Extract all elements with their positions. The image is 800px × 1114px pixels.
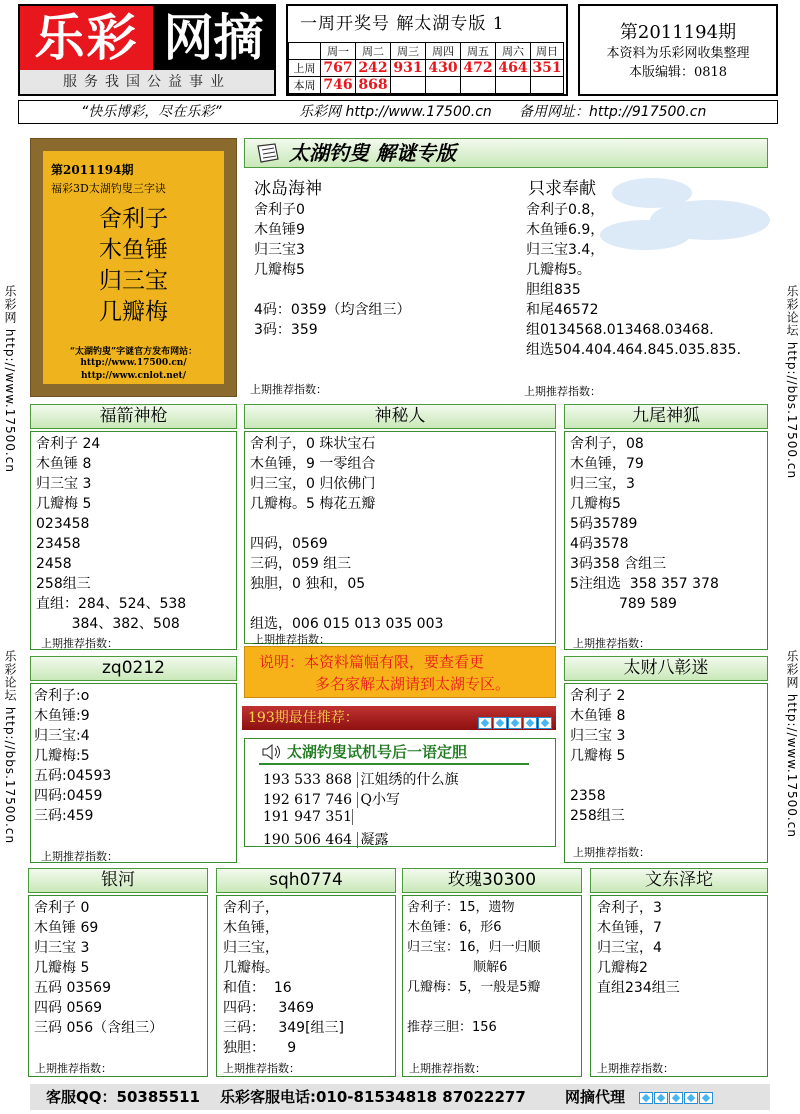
prev-rating: 上期推荐指数： xyxy=(41,850,118,863)
note-line: 多名家解太湖请到太湖专区。 xyxy=(315,675,511,693)
text-line: 几瓣梅2 xyxy=(597,960,648,976)
text-line: 舍利子 2 xyxy=(570,688,626,704)
poster-word: 归三宝 xyxy=(99,268,168,294)
poster xyxy=(30,138,237,397)
box-header: 神秘人 xyxy=(244,404,556,429)
text-line: 归三宝3 xyxy=(254,242,305,258)
table-cell: 周日 xyxy=(531,43,564,60)
box-header: sqh0774 xyxy=(216,868,396,893)
logo xyxy=(18,4,276,96)
table-cell: 上周 xyxy=(289,60,321,77)
list-item xyxy=(263,809,459,829)
list-item xyxy=(263,829,459,849)
list-item xyxy=(263,789,459,809)
table-cell: 本周 xyxy=(289,77,321,94)
text-line: 和尾46572 xyxy=(526,302,599,318)
text-line: 四码，0569 xyxy=(250,536,328,552)
test-hint xyxy=(352,809,356,825)
poster-word: 几瓣梅 xyxy=(99,299,168,325)
table-cell xyxy=(289,43,321,60)
text-line: 归三宝，0 归依佛门 xyxy=(250,476,376,492)
expert-box xyxy=(28,895,208,1077)
text-line: 组选，006 015 013 035 003 xyxy=(250,616,444,632)
side-text-left-top: 乐彩网 http://www.17500.cn xyxy=(3,285,17,473)
text-line: 3码358 含组三 xyxy=(570,556,667,572)
table-cell: 242 xyxy=(356,60,391,77)
side-text-right-top: 乐彩论坛 http://bbs.17500.cn xyxy=(785,285,799,480)
text-line: 几瓣梅。5 梅花五瓣 xyxy=(250,496,376,512)
text-line: 归三宝， xyxy=(223,940,279,956)
test-hint: 江姐绣的什么旗 xyxy=(357,772,459,788)
issue-note: 本资料为乐彩网收集整理 xyxy=(606,46,750,61)
box-header: 玫瑰30300 xyxy=(402,868,582,893)
table-cell: 周四 xyxy=(426,43,461,60)
table-row xyxy=(289,60,564,77)
logo-red-text: 乐彩 xyxy=(20,6,153,70)
text-line: 木鱼锤9 xyxy=(254,222,305,238)
test-numbers: 190 506 464 xyxy=(263,832,353,848)
text-line: 四码 0569 xyxy=(34,1000,103,1016)
test-numbers: 193 533 868 xyxy=(263,772,353,788)
table-row xyxy=(289,77,564,94)
poster-url-link[interactable]: http://www.17500.cn/ xyxy=(80,358,187,368)
poster-subtitle: 福彩3D太湖钓叟三字诀 xyxy=(51,182,166,195)
poster-word: 木鱼锤 xyxy=(99,237,168,263)
prev-rating: 上期推荐指数： xyxy=(223,1062,300,1075)
text-line: 舍利子:o xyxy=(34,688,90,704)
table-cell: 周五 xyxy=(461,43,496,60)
text-line: 四码:0459 xyxy=(34,788,103,804)
footer-qq: 客服QQ：50385511 xyxy=(46,1088,200,1106)
issue-number: 第2011194期 xyxy=(619,22,737,43)
taihu-title-bar xyxy=(244,138,768,168)
text-line: 几瓣梅5 xyxy=(570,496,621,512)
prev-rating: 上期推荐指数： xyxy=(573,637,650,650)
table-cell xyxy=(391,77,426,94)
poster-site-label: “太湖钓叟”字谜官方发布网站： xyxy=(69,347,198,357)
text-line: 舍利子0.8， xyxy=(526,202,605,218)
zhi-lines xyxy=(526,200,741,360)
logo-slogan: 服务我国公益事业 xyxy=(20,70,274,94)
text-line: 五码:04593 xyxy=(34,768,112,784)
test-numbers: 191 947 351 xyxy=(263,809,353,825)
text-line xyxy=(250,594,550,614)
table-cell xyxy=(426,77,461,94)
scroll-icon xyxy=(255,142,281,164)
text-line: 独胆，0 独和，05 xyxy=(250,576,366,592)
test-numbers: 192 617 746 xyxy=(263,792,353,808)
text-line: 舍利子，0 珠状宝石 xyxy=(250,436,376,452)
footer-bar xyxy=(30,1084,770,1110)
divider xyxy=(259,763,529,765)
footer-agent-link[interactable]: 网摘代理 xyxy=(565,1088,626,1106)
prev-rating: 上期推荐指数： xyxy=(35,1062,112,1075)
text-line: 2358 xyxy=(570,788,606,804)
list-item xyxy=(263,769,459,789)
text-line: 几瓣梅 5 xyxy=(36,496,92,512)
test-title: 太湖钓叟试机号后一语定胆 xyxy=(287,743,468,761)
text-line: 789 589 xyxy=(570,596,677,612)
text-line: 木鱼锤 8 xyxy=(36,456,92,472)
text-line: 推荐三胆：156 xyxy=(407,1020,497,1035)
expert-box xyxy=(564,431,768,650)
draw-title: 一周开奖号 解太湖专版 1 xyxy=(300,14,505,34)
text-line: 舍利子，3 xyxy=(597,900,662,916)
text-line: 4码3578 xyxy=(570,536,629,552)
text-line xyxy=(250,514,550,534)
text-line: 4码：0359（均含组三） xyxy=(254,302,411,318)
text-line: 几瓣梅 5 xyxy=(34,960,90,976)
table-cell: 472 xyxy=(461,60,496,77)
text-line: 5注组选 358 357 378 xyxy=(570,576,719,592)
text-line: 和值： 16 xyxy=(223,980,292,996)
text-line: 258组三 xyxy=(36,576,91,592)
test-number-panel xyxy=(244,738,556,847)
prev-rating: 上期推荐指数： xyxy=(524,385,601,398)
text-line: 三码，059 组三 xyxy=(250,556,352,572)
best-pick-bar xyxy=(242,706,556,730)
draw-panel xyxy=(286,4,568,96)
text-line: 木鱼锤6.9， xyxy=(526,222,605,238)
text-line xyxy=(407,998,577,1018)
table-cell: 周六 xyxy=(496,43,531,60)
text-line: 三码： 349[组三] xyxy=(223,1020,344,1036)
diamond-icon xyxy=(638,1084,713,1110)
table-cell xyxy=(461,77,496,94)
text-line: 木鱼锤，79 xyxy=(570,456,644,472)
table-row xyxy=(289,43,564,60)
poster-issue: 第2011194期 xyxy=(51,163,134,177)
bing-lines xyxy=(254,200,411,340)
text-line: 木鱼锤:9 xyxy=(34,708,90,724)
text-line: 几瓣梅:5 xyxy=(34,748,90,764)
text-line: 独胆： 9 xyxy=(223,1040,297,1056)
text-line: 23458 xyxy=(36,536,81,552)
prev-rating: 上期推荐指数： xyxy=(409,1062,486,1075)
box-header: 文东泽坨 xyxy=(590,868,768,893)
text-line: 木鱼锤：6，形6 xyxy=(407,920,502,935)
table-cell: 周二 xyxy=(356,43,391,60)
text-line: 舍利子，08 xyxy=(570,436,644,452)
taihu-title: 太湖钓叟 解谜专版 xyxy=(289,141,456,165)
text-line: 几瓣梅5。 xyxy=(526,262,591,278)
table-cell: 464 xyxy=(496,60,531,77)
text-line: 舍利子 24 xyxy=(36,436,101,452)
text-line: 几瓣梅：5，一般是5瓣 xyxy=(407,980,541,995)
box-header: zq0212 xyxy=(30,656,237,681)
text-line: 2458 xyxy=(36,556,72,572)
issue-editor: 本版编辑：0818 xyxy=(628,65,728,80)
prev-rating: 上期推荐指数： xyxy=(573,846,650,859)
expert-box xyxy=(590,895,768,1077)
text-line: 384、382、508 xyxy=(36,616,180,632)
expert-box xyxy=(30,683,237,863)
text-line: 归三宝 3 xyxy=(36,476,92,492)
text-line: 5码35789 xyxy=(570,516,638,532)
poster-url-link[interactable]: http://www.cnlot.net/ xyxy=(81,371,186,381)
slogan-backup-link[interactable]: 备用网址：http://917500.cn xyxy=(519,104,707,120)
expert-box xyxy=(30,431,237,650)
slogan-site-link[interactable]: 乐彩网 http://www.17500.cn xyxy=(299,104,492,120)
logo-black-text: 网摘 xyxy=(153,6,274,70)
draw-table xyxy=(288,42,564,94)
slogan-bar xyxy=(18,100,778,124)
text-line xyxy=(254,280,411,300)
text-line: 几瓣梅 5 xyxy=(570,748,626,764)
text-line: 几瓣梅5 xyxy=(254,262,305,278)
box-header: 福箭神枪 xyxy=(30,404,237,429)
text-line: 木鱼锤，9 一零组合 xyxy=(250,456,376,472)
expert-name: 只求奉献 xyxy=(528,179,596,199)
text-line: 顺解6 xyxy=(407,960,508,975)
text-line: 三码:459 xyxy=(34,808,94,824)
text-line: 归三宝3.4， xyxy=(526,242,605,258)
text-line: 舍利子0 xyxy=(254,202,305,218)
diamond-icon xyxy=(471,711,552,735)
note-line: 说明：本资料篇幅有限，要查看更 xyxy=(259,653,485,671)
box-header: 九尾神狐 xyxy=(564,404,768,429)
text-line: 归三宝，4 xyxy=(597,940,662,956)
expert-box xyxy=(216,895,396,1077)
expert-box xyxy=(564,683,768,863)
text-line: 舍利子 0 xyxy=(34,900,90,916)
expert-box xyxy=(244,431,556,644)
text-line: 组0134568.013468.03468. xyxy=(526,322,714,338)
text-line: 胆组835 xyxy=(526,282,581,298)
text-line: 木鱼锤 8 xyxy=(570,708,626,724)
text-line: 归三宝:4 xyxy=(34,728,90,744)
box-header: 太财八彰迷 xyxy=(564,656,768,681)
text-line: 舍利子：15，遗物 xyxy=(407,900,515,915)
footer-phone: 乐彩客服电话:010-81534818 87022277 xyxy=(220,1088,526,1106)
table-cell: 351 xyxy=(532,60,562,76)
text-line: 几瓣梅。 xyxy=(223,960,279,976)
text-line: 木鱼锤， xyxy=(223,920,279,936)
table-cell: 931 xyxy=(391,60,426,77)
poster-word: 舍利子 xyxy=(99,206,168,232)
table-cell xyxy=(496,77,531,94)
text-line: 组选504.404.464.845.035.835. xyxy=(526,342,742,358)
note-banner xyxy=(244,646,556,698)
table-cell: 430 xyxy=(426,60,461,77)
text-line: 归三宝，3 xyxy=(570,476,635,492)
text-line: 木鱼锤，7 xyxy=(597,920,662,936)
text-line: 木鱼锤 69 xyxy=(34,920,99,936)
prev-rating: 上期推荐指数： xyxy=(250,383,327,396)
side-text-right-bottom: 乐彩网 http://www.17500.cn xyxy=(785,650,799,838)
best-pick-label: 193期最佳推荐： xyxy=(248,710,359,726)
prev-rating: 上期推荐指数： xyxy=(253,633,330,646)
test-rows xyxy=(263,769,459,849)
text-line: 舍利子， xyxy=(223,900,279,916)
box-header: 银河 xyxy=(28,868,208,893)
side-text-left-bottom: 乐彩论坛 http://bbs.17500.cn xyxy=(3,650,17,845)
issue-panel xyxy=(578,4,778,96)
table-cell: 周一 xyxy=(321,43,356,60)
table-cell: 周三 xyxy=(391,43,426,60)
prev-rating: 上期推荐指数： xyxy=(41,637,118,650)
table-cell: 746 xyxy=(321,77,356,94)
prev-rating: 上期推荐指数： xyxy=(597,1062,674,1075)
table-cell: 767 xyxy=(321,60,356,77)
text-line: 3码：359 xyxy=(254,322,318,338)
text-line: 258组三 xyxy=(570,808,625,824)
expert-box xyxy=(402,895,582,1077)
slogan-quote: “快乐博彩，尽在乐彩” xyxy=(81,104,222,120)
expert-name: 冰岛海神 xyxy=(254,179,322,199)
text-line: 023458 xyxy=(36,516,90,532)
text-line: 四码： 3469 xyxy=(223,1000,314,1016)
text-line: 直组：284、524、538 xyxy=(36,596,187,612)
text-line: 三码 056（含组三） xyxy=(34,1020,164,1036)
text-line: 归三宝 3 xyxy=(570,728,626,744)
speaker-icon xyxy=(261,744,283,760)
table-cell xyxy=(531,77,564,94)
text-line xyxy=(570,766,762,786)
test-hint: Q小写 xyxy=(357,792,400,808)
poster-inner xyxy=(43,151,224,384)
text-line: 归三宝：16，归一归顺 xyxy=(407,940,541,955)
test-hint: 凝露 xyxy=(357,832,389,848)
text-line: 直组234组三 xyxy=(597,980,680,996)
text-line: 归三宝 3 xyxy=(34,940,90,956)
table-cell: 868 xyxy=(356,77,391,94)
text-line: 五码 03569 xyxy=(34,980,111,996)
